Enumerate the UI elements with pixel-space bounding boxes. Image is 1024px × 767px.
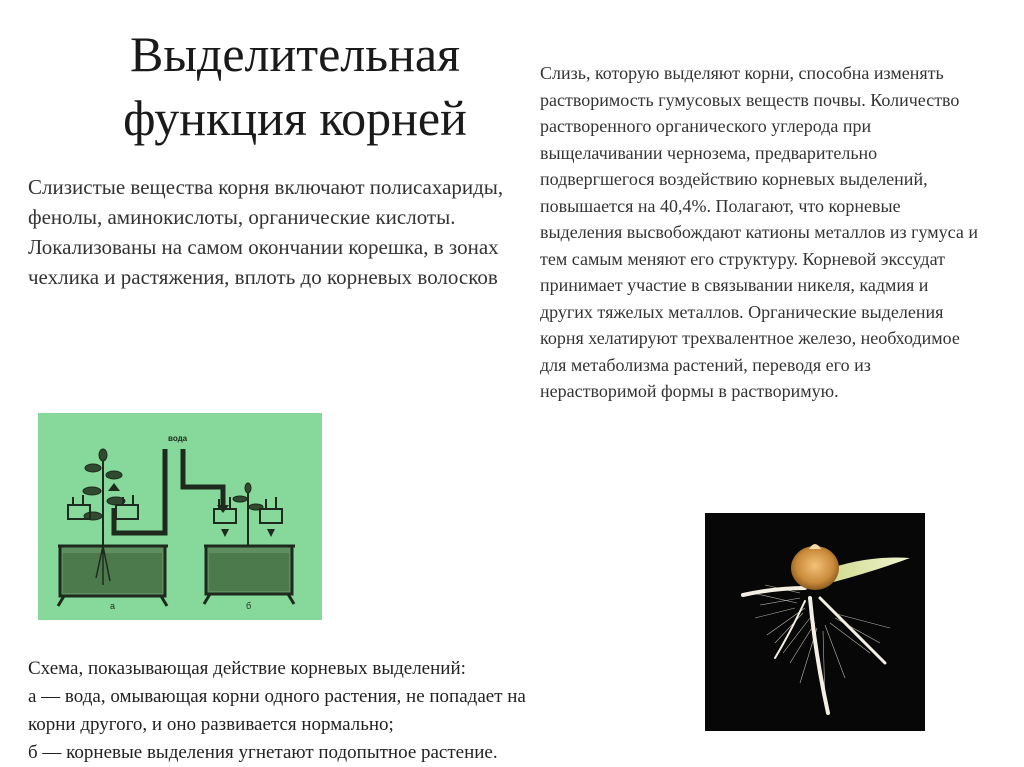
- caption-line-2: а — вода, омывающая корни одного растения, не попадает на: [28, 686, 526, 707]
- pot-a: [58, 546, 168, 606]
- slide-title: [80, 22, 510, 150]
- title-line-1: Выделительная: [129, 26, 461, 82]
- caption-line-3: корни другого, и оно развивается нормально;: [28, 714, 394, 735]
- diagram-water-label: вода: [168, 434, 188, 443]
- plant-b: [233, 483, 263, 546]
- pot-b: [204, 546, 295, 604]
- caption-line-1: Схема, показывающая действие корневых выделений:: [28, 658, 466, 679]
- root-exudate-diagram: [38, 413, 322, 620]
- seed: [791, 546, 839, 590]
- roots: [743, 588, 885, 713]
- water-pipe: [114, 449, 223, 533]
- root-exudate-paragraph: Слизь, которую выделяют корни, способна изменять растворимость гумусовых веществ почвы. Количество растворенного органического углерода при выщелачивании чернозема, предварительно подвергшегося воздействию корневых выделений, повышается на 40,4%. Полагают, что корневые выделения высвобождают катионы металлов из гумуса и тем самым меняют его структуру. Корневой экссудат принимает участие в связывании никеля, кадмия и других тяжелых металлов. Органические выделения корня хелатируют трехвалентное железо, необходимое для метаболизма растений, переводя его из нерастворимой формы в растворимую.: [540, 63, 978, 401]
- diagram-label-b: б: [246, 601, 252, 611]
- title-line-2: функция корней: [123, 90, 467, 146]
- diagram-caption: [28, 655, 668, 767]
- diagram-label-a: а: [110, 601, 116, 611]
- caption-line-4: б — корневые выделения угнетают подопытное растение.: [28, 742, 498, 763]
- seed-tip: [809, 544, 821, 549]
- germinating-seed-photo: [705, 513, 925, 731]
- mucus-substances-paragraph: Слизистые вещества корня включают полисахариды, фенолы, аминокислоты, органические кислоты. Локализованы на самом окончании корешка, в зонах чехлика и растяжения, вплоть до корневых волосков: [28, 175, 504, 289]
